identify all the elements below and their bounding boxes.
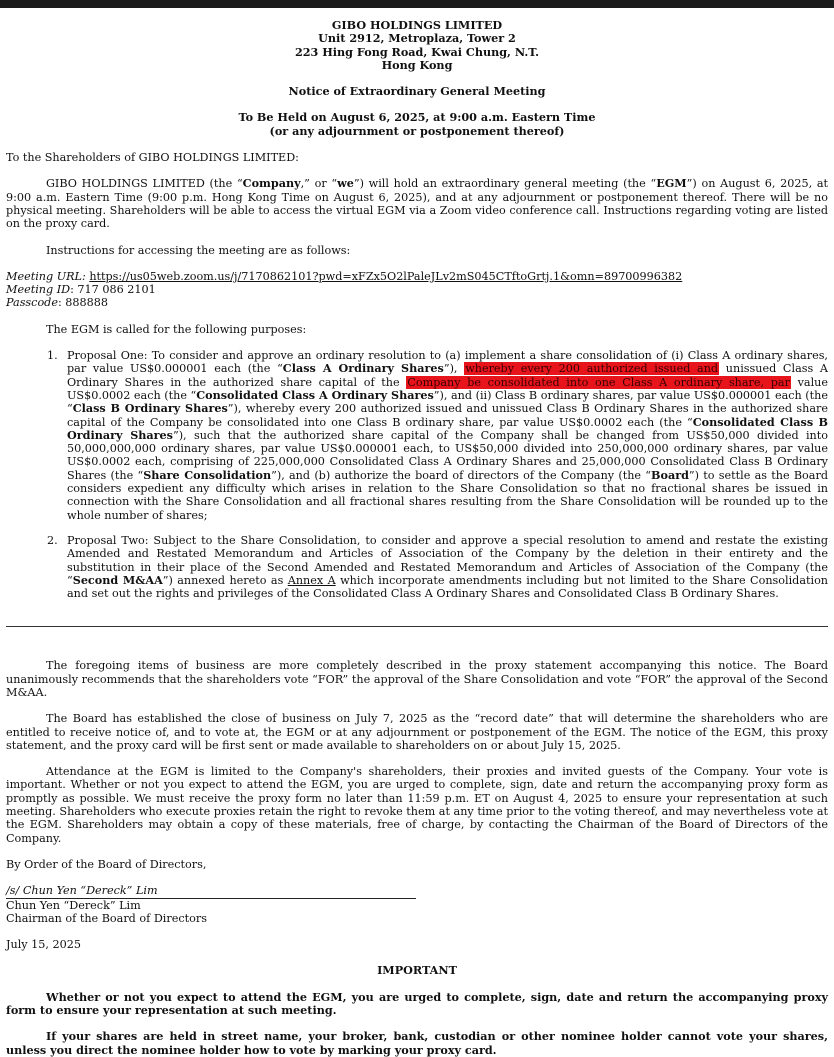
proposal-number: 1. xyxy=(47,349,58,363)
proposal-number: 2. xyxy=(47,533,58,547)
defined-term: Class B Ordinary Shares xyxy=(72,401,228,416)
notice-title: Notice of Extraordinary General Meeting xyxy=(288,84,546,99)
passcode-value: : 888888 xyxy=(57,296,109,310)
proposal-two xyxy=(6,534,828,600)
address-line-1: Unit 2912, Metroplaza, Tower 2 xyxy=(318,31,516,46)
meeting-date: To Be Held on August 6, 2025, at 9:00 a.m. Eastern Time xyxy=(238,110,596,125)
proposal-text: ”) to settle as the Board considers expedient any difficulty which arises in relation to the Share Consolidation so that no fractional shares be issued in connection with the Share Consolidation and all fractional shares resulting from the Share Consolidation will be rounded up to the whole number of shares; xyxy=(67,468,828,522)
important-paragraph-2: If your shares are held in street name, your broker, bank, custodian or other nominee holder cannot vote your shares, unless you direct the nominee holder how to vote by marking your proxy card. xyxy=(6,1029,828,1057)
top-bar xyxy=(0,0,834,8)
instructions-heading: Instructions for accessing the meeting are as follows: xyxy=(46,243,351,257)
signer-name: Chun Yen “Dereck” Lim xyxy=(6,898,141,912)
by-order-line: By Order of the Board of Directors, xyxy=(6,857,207,871)
proposal-one xyxy=(6,349,828,522)
term-egm: EGM xyxy=(656,176,687,191)
passcode-row xyxy=(6,296,828,309)
signature-line: /s/ Chun Yen “Dereck” Lim xyxy=(6,884,416,898)
proposals-list xyxy=(6,349,828,600)
red-redaction-mark: Company be consolidated into one Class A ordinary share, par xyxy=(407,375,790,389)
meeting-date-block xyxy=(6,111,828,138)
defined-term: Consolidated Class A Ordinary Shares xyxy=(196,387,434,402)
company-name: GIBO HOLDINGS LIMITED xyxy=(331,18,503,32)
intro-text-3: ”) will hold an extraordinary general meeting (the “ xyxy=(353,177,657,191)
defined-term: Board xyxy=(651,467,689,482)
proposal-text: ”), xyxy=(443,362,465,376)
proposal-text: value US$0.0002 each (the “ xyxy=(67,375,828,402)
adjournment-note: (or any adjournment or postponement thereof) xyxy=(269,123,565,138)
defined-term: Share Consolidation xyxy=(143,467,272,482)
proposal-text: Proposal One: To consider and approve an ordinary resolution to (a) implement a share consolidation of (i) Class A ordinary shares, par value US$0.000001 each (the “ xyxy=(67,349,828,376)
defined-term: Second M&AA xyxy=(72,572,163,587)
meeting-id-label: Meeting ID xyxy=(6,283,71,297)
important-heading: IMPORTANT xyxy=(377,963,457,978)
proposal-text: Proposal Two: Subject to the Share Consolidation, to consider and approve a special resolution to amend and restate the existing Amended and Restated Memorandum and Articles of Association of the Company by the deletion in their entirety and the substitution in their place of the Second Amended and Restated Memorandum and Articles of Association of the Company (the “ xyxy=(67,533,828,587)
red-redaction-mark: whereby every 200 authorized issued and xyxy=(465,362,719,376)
meeting-id-row xyxy=(6,283,828,296)
proposal-text: ”) annexed hereto as xyxy=(162,573,288,587)
purposes-heading: The EGM is called for the following purposes: xyxy=(46,322,307,336)
term-company: Company xyxy=(242,176,301,191)
document-page xyxy=(6,19,828,1057)
meeting-url-label: Meeting URL: xyxy=(6,269,86,283)
intro-paragraph xyxy=(6,177,828,230)
intro-text-2: ,” or “ xyxy=(300,177,338,191)
notice-date: July 15, 2025 xyxy=(6,938,81,952)
meeting-url-row xyxy=(6,270,828,283)
proposal-text: which incorporate amendments including but not limited to the Share Consolidation and set out the rights and privileges of the Consolidated Class A Ordinary Shares and Consolidated Class B Ordinary Shares. xyxy=(67,573,829,601)
proposal-text: ”), and (b) authorize the board of directors of the Company (the “ xyxy=(271,468,652,482)
record-date-paragraph: The Board has established the close of business on July 7, 2025 as the “record date” that will determine the shareholders who are entitled to receive notice of, and to vote at, the EGM or at any adjournment or postponement of the EGM. The notice of the EGM, this proxy statement, and the proxy card will be first sent or made available to shareholders on or about July 15, 2025. xyxy=(6,712,828,752)
company-header xyxy=(6,19,828,72)
address-line-2: 223 Hing Fong Road, Kwai Chung, N.T. xyxy=(294,44,540,59)
term-we: we xyxy=(337,176,354,191)
proposal-text: ”), such that the authorized share capital of the Company shall be changed from US$50,000 divided into 50,000,000,000 ordinary shares, par value US$0.000001 each, to US$50,000 divided into 250,000,000 ordinary shares, par value US$0.0002 each, comprising of 225,000,000 Consolidated Class A Ordinary Shares and 25,000,000 Consolidated Class B Ordinary Shares (the “ xyxy=(67,428,828,482)
proposal-text: ”), and (ii) Class B ordinary shares, par value US$0.000001 each (the “ xyxy=(67,388,828,416)
meeting-id-value: : 717 086 2101 xyxy=(70,283,156,297)
address-line-3: Hong Kong xyxy=(381,57,453,72)
proposal-text: ”), whereby every 200 authorized issued and unissued Class B Ordinary Shares in the authorized share capital of the Company be consolidated into one Class B ordinary share, par value US$0.0002 each (the “ xyxy=(67,402,829,429)
section-divider xyxy=(6,626,828,627)
salutation: To the Shareholders of GIBO HOLDINGS LIMITED: xyxy=(6,151,299,165)
intro-text-4: ”) on August 6, 2025, at 9:00 a.m. Eastern Time (9:00 p.m. Hong Kong Time on August 6, 2025), and at any adjournment or postponement thereof. There will be no physical meeting. Shareholders will be able to access the virtual EGM via a Zoom video conference call. Instructions regarding voting are listed on the proxy card. xyxy=(6,177,829,231)
attendance-paragraph: Attendance at the EGM is limited to the Company's shareholders, their proxies and invited guests of the Company. Your vote is important. Whether or not you expect to attend the EGM, you are urged to complete, sign, date and return the accompanying proxy form as promptly as possible. We must receive the proxy form no later than 11:59 p.m. ET on August 4, 2025 to ensure your representation at such meeting. Shareholders who execute proxies retain the right to revoke them at any time prior to the voting thereof, and may nevertheless vote at the EGM. Shareholders may obtain a copy of these materials, free of charge, by contacting the Chairman of the Board of Directors of the Company. xyxy=(6,765,828,845)
foregoing-paragraph: The foregoing items of business are more completely described in the proxy statement accompanying this notice. The Board unanimously recommends that the shareholders vote “FOR” the approval of the Share Consolidation and vote “FOR” the approval of the Second M&AA. xyxy=(6,659,828,699)
meeting-url-link[interactable]: https://us05web.zoom.us/j/7170862101?pwd=xFZx5O2lPaleJLv2mS045CTftoGrtj.1&omn=89700996382 xyxy=(89,269,683,283)
defined-term: Consolidated Class B Ordinary Shares xyxy=(67,414,828,442)
passcode-label: Passcode xyxy=(6,296,58,310)
defined-term: Class A Ordinary Shares xyxy=(282,361,444,376)
intro-text-1: GIBO HOLDINGS LIMITED (the “ xyxy=(46,177,243,191)
important-paragraph-1: Whether or not you expect to attend the EGM, you are urged to complete, sign, date and return the accompanying proxy form to ensure your representation at such meeting. xyxy=(6,989,828,1018)
proposal-text: unissued Class A Ordinary Shares in the authorized share capital of the xyxy=(67,362,828,389)
signer-title: Chairman of the Board of Directors xyxy=(6,911,207,925)
meeting-details xyxy=(6,270,828,310)
annex-reference: Annex A xyxy=(287,573,336,587)
